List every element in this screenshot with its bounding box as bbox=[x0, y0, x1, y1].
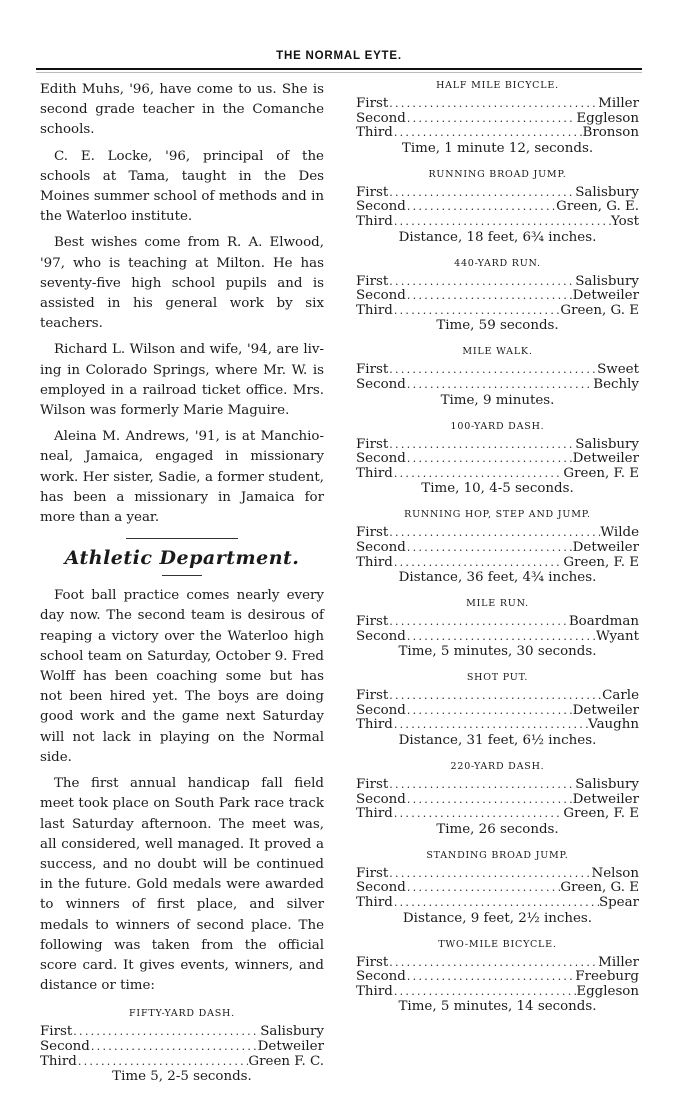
event-mile-run bbox=[356, 596, 639, 660]
result-place: First bbox=[356, 526, 389, 541]
result-winner: Vaughn bbox=[588, 718, 639, 733]
result-winner: Nelson bbox=[591, 866, 639, 881]
event-note: Time, 9 minutes. bbox=[440, 392, 555, 408]
result-place: First bbox=[356, 689, 389, 704]
result-winner: Miller bbox=[598, 97, 639, 111]
page-header: THE NORMAL EYTE. bbox=[276, 50, 402, 62]
dot-leader bbox=[77, 1055, 249, 1070]
paragraph-elwood: Best wishes come from R. A. Elwood, '97, who is teaching at Milton. He has seventy-five high school pupils and is assisted in his general work by six teachers. bbox=[40, 235, 324, 332]
event-note: Time, 5 minutes, 30 seconds. bbox=[398, 644, 597, 660]
result-winner: Bronson bbox=[582, 126, 639, 141]
result-winner: Detweiler bbox=[572, 540, 639, 555]
result-place: Third bbox=[356, 303, 393, 318]
result-winner: Carle bbox=[602, 689, 639, 704]
dot-leader bbox=[393, 556, 564, 571]
result-winner: Detweiler bbox=[572, 792, 639, 807]
result-row bbox=[356, 689, 639, 704]
result-winner: Eggleson bbox=[576, 111, 639, 126]
paragraph-wilson: Richard L. Wilson and wife, '94, are living in Colorado Springs, where Mr. W. is employed in a railroad ticket office. Mrs. Wilson was formerly Marie Maguire. bbox=[40, 342, 324, 419]
event-title: MILE RUN. bbox=[466, 598, 529, 610]
result-row bbox=[356, 556, 639, 571]
dot-leader bbox=[406, 970, 575, 985]
dot-leader bbox=[393, 718, 588, 733]
dot-leader bbox=[393, 304, 561, 319]
result-place: First bbox=[356, 97, 389, 111]
result-place: First bbox=[356, 363, 389, 378]
result-row bbox=[356, 704, 639, 719]
event-title: SHOT PUT. bbox=[466, 672, 529, 684]
dot-leader bbox=[406, 378, 593, 393]
dot-leader bbox=[388, 778, 575, 793]
result-winner: Green, G. E bbox=[560, 303, 639, 318]
dot-leader bbox=[388, 689, 602, 704]
dot-leader bbox=[393, 807, 564, 822]
result-row bbox=[356, 97, 639, 112]
result-winner: Salisbury bbox=[575, 274, 639, 289]
result-row bbox=[356, 363, 639, 378]
result-winner: Salisbury bbox=[260, 1025, 324, 1040]
result-winner: Wyant bbox=[595, 629, 639, 644]
result-row bbox=[356, 793, 639, 808]
result-row bbox=[356, 630, 639, 645]
result-winner: Sweet bbox=[597, 363, 639, 378]
event-standing-broad-jump bbox=[356, 848, 639, 927]
result-row bbox=[356, 200, 639, 215]
event-100-yard-dash bbox=[356, 419, 639, 498]
result-row bbox=[356, 452, 639, 467]
event-220-yard-dash bbox=[356, 759, 639, 838]
event-title: RUNNING BROAD JUMP. bbox=[428, 168, 567, 180]
result-row bbox=[40, 1040, 324, 1055]
result-row bbox=[356, 778, 639, 793]
result-row bbox=[356, 985, 639, 1000]
result-row bbox=[356, 186, 639, 201]
event-title: FIFTY-YARD DASH. bbox=[129, 1008, 235, 1020]
right-column bbox=[356, 78, 639, 1025]
result-winner: Yost bbox=[611, 214, 639, 229]
paragraph-field-meet: The first annual handicap fall field meet took place on South Park race track last Saturday afternoon. The meet was, all considered, well managed. It proved a success, and no doubt will be continued in the future. Gold medals were awarded to winners of first place, and silver medals to winners of second place. The following was taken from the official score card. It gives events, winners, and distance or time: bbox=[40, 776, 324, 994]
result-row bbox=[356, 867, 639, 882]
result-place: Third bbox=[356, 466, 393, 481]
result-winner: Green, F. E bbox=[563, 466, 639, 481]
result-row bbox=[356, 541, 639, 556]
dot-leader bbox=[406, 112, 576, 127]
result-row bbox=[356, 526, 639, 541]
result-place: First bbox=[356, 955, 389, 970]
result-place: First bbox=[356, 437, 389, 452]
result-place: First bbox=[356, 866, 389, 881]
result-row bbox=[356, 304, 639, 319]
result-row bbox=[356, 615, 639, 630]
dot-leader bbox=[406, 881, 561, 896]
result-winner: Green, G. E bbox=[560, 881, 639, 896]
result-winner: Green F. C. bbox=[248, 1054, 324, 1069]
result-place: Third bbox=[356, 984, 393, 999]
result-winner: Detweiler bbox=[572, 289, 639, 304]
dot-leader bbox=[388, 363, 597, 378]
result-place: Third bbox=[40, 1054, 77, 1069]
dot-leader bbox=[406, 541, 573, 556]
result-place: Third bbox=[356, 807, 393, 822]
header-rule-thin bbox=[36, 72, 642, 73]
result-winner: Detweiler bbox=[572, 452, 639, 467]
result-row bbox=[356, 438, 639, 453]
dot-leader bbox=[393, 467, 564, 482]
result-place: First bbox=[356, 778, 389, 793]
event-note: Time, 5 minutes, 14 seconds. bbox=[398, 999, 597, 1015]
result-row bbox=[356, 956, 639, 971]
dot-leader bbox=[388, 867, 591, 882]
result-winner: Miller bbox=[598, 955, 639, 970]
result-place: First bbox=[356, 185, 389, 200]
result-winner: Green, G. E. bbox=[556, 200, 639, 215]
result-row bbox=[356, 807, 639, 822]
event-note: Distance, 36 feet, 4¾ inches. bbox=[398, 570, 597, 586]
result-place: Second bbox=[356, 703, 406, 718]
result-place: Second bbox=[356, 629, 406, 644]
result-winner: Green, F. E bbox=[563, 555, 639, 570]
dot-leader bbox=[393, 896, 599, 911]
result-place: Second bbox=[356, 200, 406, 215]
event-two-mile-bicycle bbox=[356, 937, 639, 1016]
result-place: Second bbox=[356, 377, 406, 392]
result-place: Second bbox=[356, 452, 406, 467]
result-place: Second bbox=[40, 1039, 90, 1054]
event-title: 100-YARD DASH. bbox=[450, 420, 545, 432]
result-row bbox=[356, 275, 639, 290]
result-row bbox=[356, 289, 639, 304]
event-note: Time 5, 2-5 seconds. bbox=[112, 1069, 252, 1085]
result-winner: Spear bbox=[598, 896, 639, 911]
event-shot-put bbox=[356, 670, 639, 749]
result-place: Second bbox=[356, 111, 406, 126]
event-running-hop-step-jump bbox=[356, 507, 639, 586]
result-winner: Detweiler bbox=[572, 703, 639, 718]
result-row bbox=[40, 1025, 324, 1040]
event-title: STANDING BROAD JUMP. bbox=[426, 849, 569, 861]
result-winner: Green, F. E bbox=[563, 807, 639, 822]
paragraph-locke: C. E. Locke, '96, principal of the schools at Tama, taught in the Des Moines summer school of methods and in the Waterloo institute. bbox=[40, 148, 324, 225]
result-place: First bbox=[356, 274, 389, 289]
result-winner: Detweiler bbox=[257, 1039, 324, 1054]
result-winner: Salisbury bbox=[575, 778, 639, 793]
event-title: 440-YARD RUN. bbox=[454, 257, 541, 269]
department-rule-top bbox=[126, 538, 238, 539]
dot-leader bbox=[388, 526, 600, 541]
event-note: Distance, 18 feet, 6¾ inches. bbox=[398, 229, 597, 245]
dot-leader bbox=[388, 615, 569, 630]
event-running-broad-jump bbox=[356, 167, 639, 246]
department-rule-bottom bbox=[162, 575, 202, 576]
event-note: Distance, 31 feet, 6½ inches. bbox=[398, 733, 597, 749]
result-place: Second bbox=[356, 792, 406, 807]
paragraph-muhs: Edith Muhs, '96, have come to us. She is second grade teacher in the Comanche schools. bbox=[40, 82, 324, 138]
result-row bbox=[356, 718, 639, 733]
result-place: First bbox=[40, 1025, 73, 1040]
result-place: Third bbox=[356, 214, 393, 229]
dot-leader bbox=[393, 985, 577, 1000]
result-row bbox=[356, 112, 639, 127]
dot-leader bbox=[406, 793, 573, 808]
result-place: First bbox=[356, 615, 389, 630]
dot-leader bbox=[406, 200, 556, 215]
result-place: Third bbox=[356, 555, 393, 570]
department-heading: Athletic Department. bbox=[64, 547, 300, 570]
event-440-yard-run bbox=[356, 256, 639, 335]
dot-leader bbox=[388, 97, 598, 112]
result-row bbox=[356, 896, 639, 911]
result-row bbox=[40, 1055, 324, 1070]
event-title: 220-YARD DASH. bbox=[450, 761, 545, 773]
header-rule bbox=[36, 68, 642, 70]
dot-leader bbox=[72, 1025, 260, 1040]
left-column bbox=[40, 80, 324, 1095]
dot-leader bbox=[388, 438, 575, 453]
event-title: MILE WALK. bbox=[462, 346, 533, 358]
result-row bbox=[356, 467, 639, 482]
event-note: Distance, 9 feet, 2½ inches. bbox=[402, 910, 593, 926]
result-row bbox=[356, 378, 639, 393]
result-place: Second bbox=[356, 970, 406, 985]
event-note: Time, 1 minute 12, seconds. bbox=[401, 140, 594, 156]
paragraph-football: Foot ball practice comes nearly every day now. The second team is desirous of reaping a victory over the Waterloo high school team on Saturday, October 9. Fred Wolff has been coaching some but has not been hired yet. The boys are doing good work and the game next Saturday will not lack in playing on the Normal side. bbox=[40, 588, 324, 765]
dot-leader bbox=[388, 275, 575, 290]
event-half-mile-bicycle bbox=[356, 78, 639, 157]
event-title: RUNNING HOP, STEP AND JUMP. bbox=[404, 509, 591, 521]
result-place: Third bbox=[356, 126, 393, 141]
dot-leader bbox=[406, 289, 573, 304]
result-row bbox=[356, 970, 639, 985]
event-note: Time, 26 seconds. bbox=[436, 821, 559, 837]
dot-leader bbox=[393, 215, 611, 230]
event-title: HALF MILE BICYCLE. bbox=[436, 80, 559, 91]
result-row bbox=[356, 881, 639, 896]
event-fifty-yard-dash bbox=[40, 1006, 324, 1085]
dot-leader bbox=[388, 186, 575, 201]
result-winner: Salisbury bbox=[575, 437, 639, 452]
dot-leader bbox=[406, 452, 573, 467]
event-title: TWO-MILE BICYCLE. bbox=[438, 938, 557, 950]
dot-leader bbox=[406, 630, 596, 645]
result-place: Second bbox=[356, 289, 406, 304]
result-place: Second bbox=[356, 881, 406, 896]
result-place: Third bbox=[356, 896, 393, 911]
result-winner: Salisbury bbox=[575, 185, 639, 200]
dot-leader bbox=[406, 704, 573, 719]
event-note: Time, 10, 4-5 seconds. bbox=[421, 481, 574, 497]
paragraph-andrews: Aleina M. Andrews, '91, is at Manchioneal, Jamaica, engaged in missionary work. Her sister, Sadie, a former student, has been a missionary in Jamaica for more than a year. bbox=[40, 429, 324, 526]
result-winner: Bechly bbox=[593, 377, 639, 392]
result-row bbox=[356, 215, 639, 230]
event-note: Time, 59 seconds. bbox=[436, 318, 559, 334]
result-winner: Boardman bbox=[568, 615, 639, 630]
dot-leader bbox=[90, 1040, 258, 1055]
event-mile-walk bbox=[356, 344, 639, 408]
result-row bbox=[356, 126, 639, 141]
dot-leader bbox=[393, 126, 583, 141]
dot-leader bbox=[388, 956, 598, 971]
result-place: Third bbox=[356, 718, 393, 733]
result-winner: Wilde bbox=[600, 526, 639, 541]
result-winner: Freeburg bbox=[575, 970, 639, 985]
result-place: Second bbox=[356, 540, 406, 555]
result-winner: Eggleson bbox=[576, 984, 639, 999]
